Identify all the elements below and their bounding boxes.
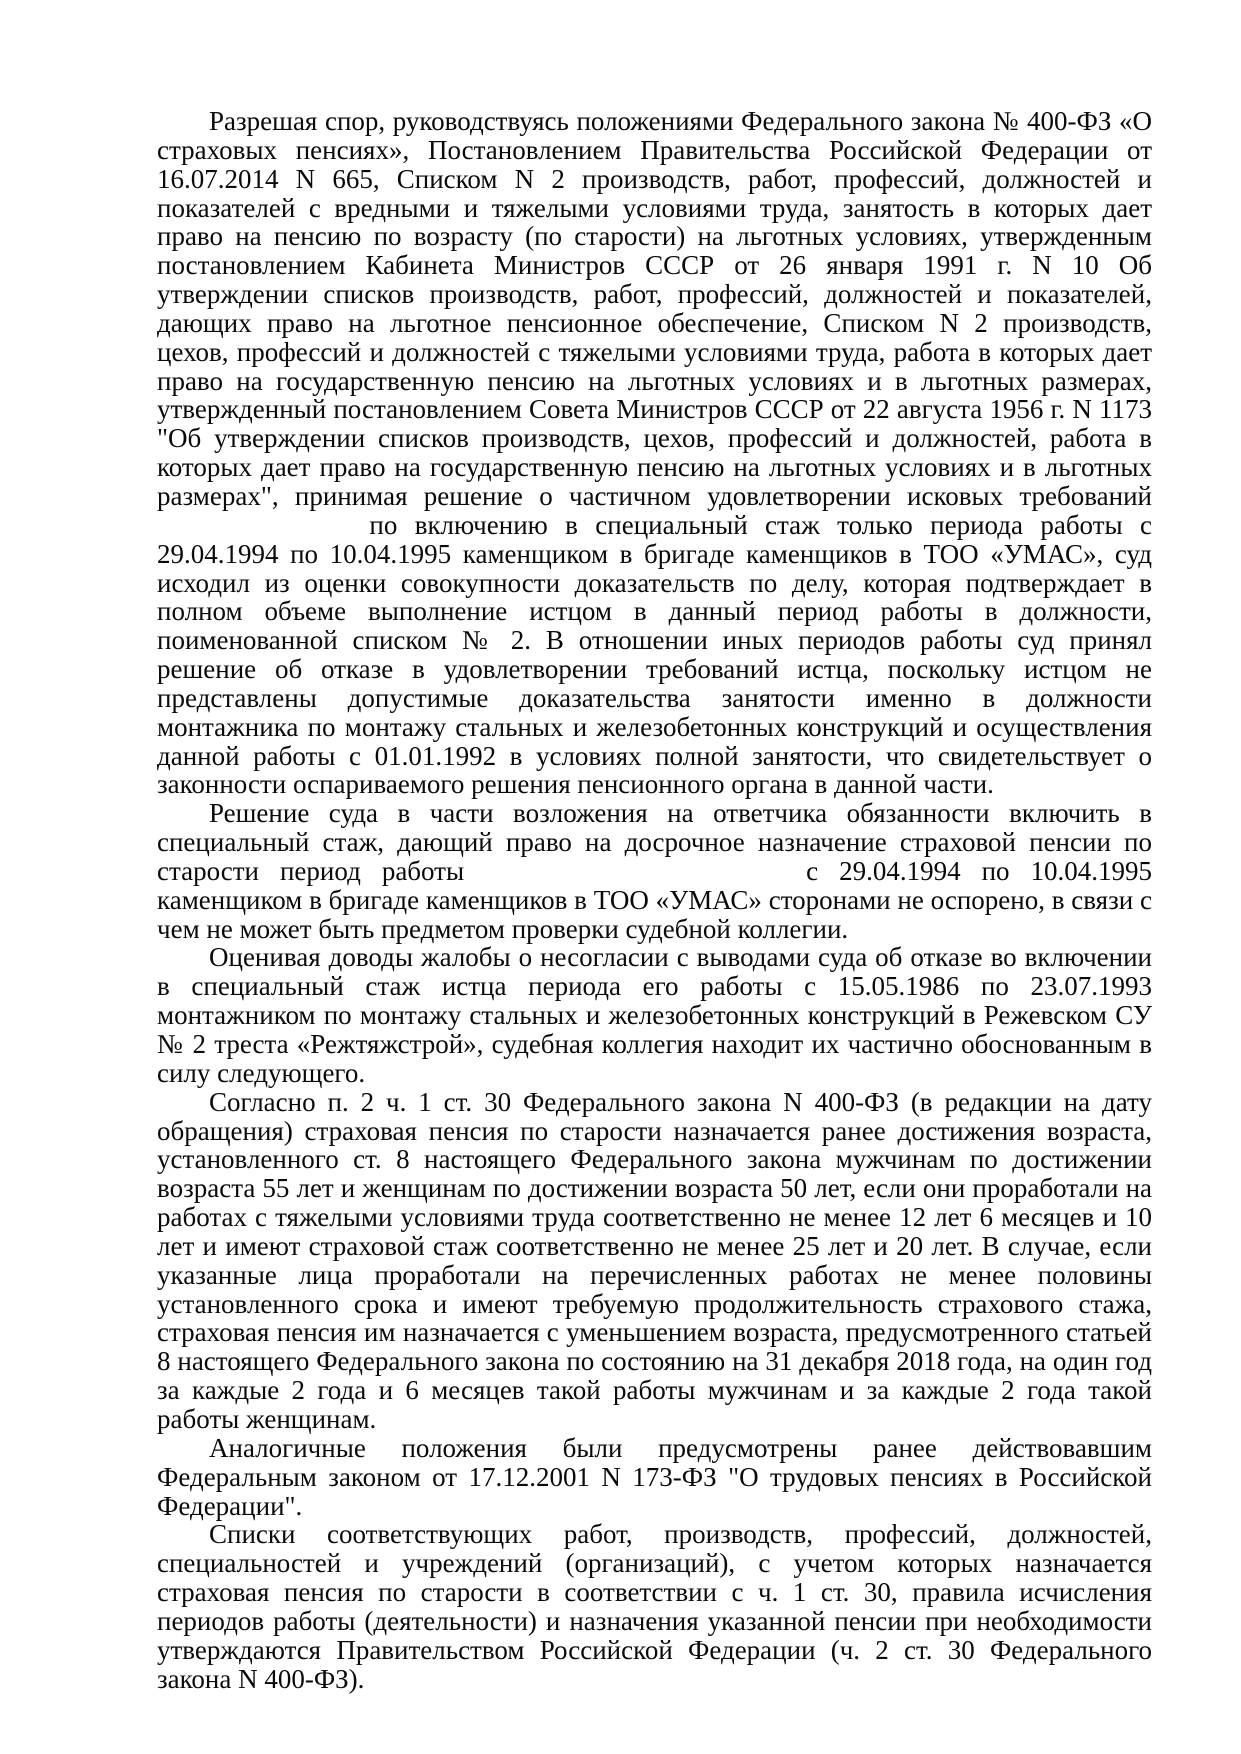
paragraph-text: с 29.04.1994 по 10.04.1995 каменщиком в бригаде каменщиков в ТОО «УМАС» сторонами не оспорено, в связи с чем не может быть предметом проверки судебной коллегии. <box>157 855 1153 944</box>
paragraph-text: Списки соответствующих работ, производств, профессий, должностей, специальностей и учреждений (организаций), с учетом которых назначается страховая пенсия по старости в соответствии с ч. 1 ст. 30, правила исчисления периодов работы (деятельности) и назначения указанной пенсии при необходимости утверждаются Правительством Российской Федерации (ч. 2 ст. 30 Федерального закона N 400-ФЗ). <box>157 1519 1152 1694</box>
paragraph <box>157 943 1152 1087</box>
paragraph <box>157 1088 1152 1434</box>
paragraph-text: Аналогичные положения были предусмотрены ранее действовавшим Федеральным законом от 17.12.2001 N 173-ФЗ "О трудовых пенсиях в Российской Федерации". <box>157 1432 1152 1521</box>
paragraph <box>157 1434 1152 1521</box>
paragraph <box>157 107 1152 799</box>
document-text <box>157 107 1152 1693</box>
paragraph <box>157 1520 1152 1693</box>
redacted-gap <box>157 533 352 534</box>
paragraph <box>157 799 1152 943</box>
paragraph-text: Решение суда в части возложения на ответчика обязанности включить в специальный стаж, дающий право на досрочное назначение страховой пенсии по старости период работы <box>157 798 1152 886</box>
redacted-gap <box>485 879 785 880</box>
paragraph-text: Разрешая спор, руководствуясь положениями Федерального закона № 400-ФЗ «О страховых пенсиях», Постановлением Правительства Российской Федерации от 16.07.2014 N 665, Списком N 2 производств, работ, профессий, должностей и показателей с вредными и тяжелыми условиями труда, занятость в которых дает право на пенсию по возрасту (по старости) на льготных условиях, утвержденным постановлением Кабинета Министров СССР от 26 января 1991 г. N 10 Об утверждении списков производств, работ, профессий, должностей и показателей, дающих право на льготное пенсионное обеспечение, Списком N 2 производств, цехов, профессий и должностей с тяжелыми условиями труда, работа в которых дает право на государственную пенсию на льготных условиях и в льготных размерах, утвержденный постановлением Совета Министров СССР от 22 августа 1956 г. N 1173 "Об утверждении списков производств, цехов, профессий и должностей, работа в которых дает право на государственную пенсию на льготных условиях и в льготных размерах", принимая решение о частичном удовлетворении исковых требований <box>157 106 1152 511</box>
paragraph-text: Согласно п. 2 ч. 1 ст. 30 Федерального закона N 400-ФЗ (в редакции на дату обращения) страховая пенсия по старости назначается ранее достижения возраста, установленного ст. 8 настоящего Федерального закона мужчинам по достижении возраста 55 лет и женщинам по достижении возраста 50 лет, если они проработали на работах с тяжелыми условиями труда соответственно не менее 12 лет 6 месяцев и 10 лет и имеют страховой стаж соответственно не менее 25 лет и 20 лет. В случае, если указанные лица проработали на перечисленных работах не менее половины установленного срока и имеют требуемую продолжительность страхового стажа, страховая пенсия им назначается с уменьшением возраста, предусмотренного статьей 8 настоящего Федерального закона по состоянию на 31 декабря 2018 года, на один год за каждые 2 года и 6 месяцев такой работы мужчинам и за каждые 2 года такой работы женщинам. <box>157 1086 1152 1434</box>
paragraph-text: Оценивая доводы жалобы о несогласии с выводами суда об отказе во включении в специальный стаж истца периода его работы с 15.05.1986 по 23.07.1993 монтажником по монтажу стальных и железобетонных конструкций в Режевском СУ № 2 треста «Режтяжстрой», судебная коллегия находит их частично обоснованным в силу следующего. <box>157 942 1152 1088</box>
paragraph-text: по включению в специальный стаж только периода работы с 29.04.1994 по 10.04.1995 каменщиком в бригаде каменщиков в ТОО «УМАС», суд исходил из оценки совокупности доказательств по делу, которая подтверждает в полном объеме выполнение истцом в данный период работы в должности, поименованной списком № 2. В отношении иных периодов работы суд принял решение об отказе в удовлетворении требований истца, поскольку истцом не представлены допустимые доказательства занятости именно в должности монтажника по монтажу стальных и железобетонных конструкций и осуществления данной работы с 01.01.1992 в условиях полной занятости, что свидетельствует о законности оспариваемого решения пенсионного органа в данной части. <box>157 509 1152 800</box>
